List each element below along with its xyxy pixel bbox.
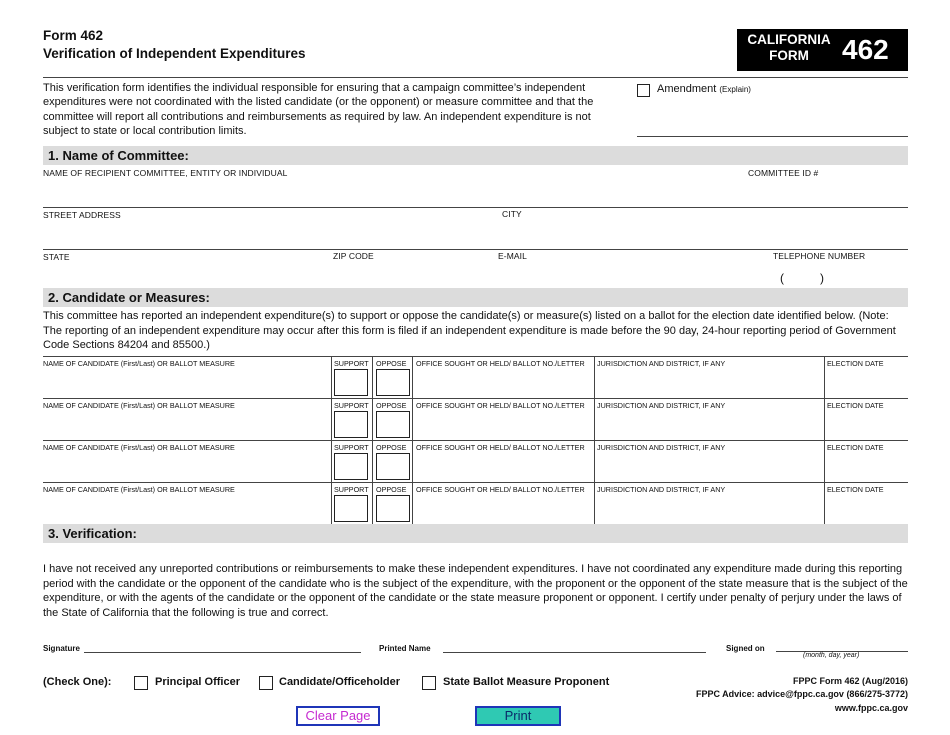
email-label: E-MAIL: [498, 251, 527, 261]
amendment-label: [657, 83, 751, 95]
print-button[interactable]: Print: [475, 706, 561, 726]
form-number: Form 462: [43, 28, 104, 43]
row-top-border: [43, 398, 908, 399]
fppc-advice: FPPC Advice: advice@fppc.ca.gov (866/275-3772): [695, 689, 908, 699]
candidate-officeholder-label: Candidate/Officeholder: [279, 676, 401, 688]
column-divider: [331, 440, 332, 482]
section-2-text: This committee has reported an independent expenditure(s) to support or oppose the candidate(s) or measure(s) listed on a ballot for the election date identified below. (Note: The reporting of an independent expenditure may occur after this form is filed if an independent expenditure is made before the 90 day, 24-hour reporting period of Government Code Sections 84204 and 85500.): [43, 310, 896, 352]
signature-line[interactable]: [84, 652, 361, 653]
column-divider: [372, 440, 373, 482]
header-divider: [43, 77, 908, 78]
committee-id-label: COMMITTEE ID #: [748, 168, 819, 178]
street-address-field[interactable]: [43, 249, 908, 250]
column-divider: [372, 482, 373, 524]
zip-code-label: ZIP CODE: [333, 251, 374, 261]
section-1-title: 1. Name of Committee:: [48, 148, 189, 163]
column-divider: [331, 482, 332, 524]
oppose-label: OPPOSE: [376, 443, 407, 452]
printed-name-line[interactable]: [443, 652, 706, 653]
verification-text: I have not received any unreported contributions or reimbursements to make these independent expenditures. I have not coordinated any expenditure made during this reporting period with the candidate or the opponent of the candidate who is the subject of the expenditure, with the proponent or the opponent of the state measure that is the subject of the expenditure, or with the agents of the candidate or the opponent of the candidate or the state measure proponent or opponent. I certify under penalty of perjury under the laws of the State of California that the following is true and correct.: [43, 563, 908, 619]
column-divider: [412, 440, 413, 482]
column-divider: [412, 482, 413, 524]
column-divider: [331, 356, 332, 398]
support-checkbox[interactable]: [334, 495, 368, 522]
support-checkbox[interactable]: [334, 369, 368, 396]
check-one-label: (Check One):: [43, 676, 112, 688]
printed-name-label: Printed Name: [379, 644, 431, 653]
form-header: [43, 27, 306, 63]
candidate-name-label: NAME OF CANDIDATE (First/Last) OR BALLOT MEASURE: [43, 401, 235, 410]
section-3-header: [43, 524, 908, 543]
section-2-title: 2. Candidate or Measures:: [48, 290, 210, 305]
oppose-label: OPPOSE: [376, 485, 407, 494]
row-top-border: [43, 482, 908, 483]
principal-officer-checkbox[interactable]: [134, 676, 148, 690]
column-divider: [372, 398, 373, 440]
city-label: CITY: [502, 209, 522, 219]
ballot-measure-proponent-label: State Ballot Measure Proponent: [443, 676, 610, 688]
election-date-label: ELECTION DATE: [827, 401, 884, 410]
amendment-explain-line[interactable]: [637, 136, 908, 137]
oppose-label: OPPOSE: [376, 401, 407, 410]
form-version: FPPC Form 462 (Aug/2016): [792, 676, 908, 686]
oppose-checkbox[interactable]: [376, 369, 410, 396]
phone-open-paren: (: [780, 271, 784, 285]
signature-label: Signature: [43, 644, 80, 653]
badge-label: [741, 32, 837, 64]
section-3-title: 3. Verification:: [48, 526, 137, 541]
section-1-header: [43, 146, 908, 165]
amendment-text: Amendment: [657, 83, 717, 95]
election-date-label: ELECTION DATE: [827, 485, 884, 494]
street-address-label: STREET ADDRESS: [43, 210, 121, 220]
column-divider: [594, 482, 595, 524]
oppose-label: OPPOSE: [376, 359, 407, 368]
phone-close-paren: ): [820, 271, 824, 285]
committee-name-label: NAME OF RECIPIENT COMMITTEE, ENTITY OR INDIVIDUAL: [43, 168, 288, 178]
intro-text: This verification form identifies the individual responsible for ensuring that a campaign committee’s independent expenditures were not coordinated with the listed candidate (or the opponent) or measure committee and that the committee will report all contributions and reimbursements as required by law. An independent expenditure is not subject to state or local contribution limits.: [43, 82, 594, 137]
candidate-name-label: NAME OF CANDIDATE (First/Last) OR BALLOT MEASURE: [43, 443, 235, 452]
signed-on-label: Signed on: [726, 644, 765, 653]
office-sought-label: OFFICE SOUGHT OR HELD/ BALLOT NO./LETTER: [416, 359, 585, 368]
election-date-label: ELECTION DATE: [827, 359, 884, 368]
column-divider: [412, 398, 413, 440]
support-label: SUPPORT: [334, 359, 369, 368]
california-form-badge: [737, 29, 908, 71]
office-sought-label: OFFICE SOUGHT OR HELD/ BALLOT NO./LETTER: [416, 443, 585, 452]
election-date-label: ELECTION DATE: [827, 443, 884, 452]
column-divider: [594, 356, 595, 398]
column-divider: [372, 356, 373, 398]
row-top-border: [43, 356, 908, 357]
oppose-checkbox[interactable]: [376, 411, 410, 438]
principal-officer-label: Principal Officer: [155, 676, 240, 688]
clear-page-button[interactable]: Clear Page: [296, 706, 380, 726]
date-hint: (month, day, year): [803, 652, 860, 659]
jurisdiction-label: JURISDICTION AND DISTRICT, IF ANY: [597, 443, 726, 452]
badge-line-2: FORM: [769, 48, 809, 63]
office-sought-label: OFFICE SOUGHT OR HELD/ BALLOT NO./LETTER: [416, 485, 585, 494]
column-divider: [412, 356, 413, 398]
jurisdiction-label: JURISDICTION AND DISTRICT, IF ANY: [597, 485, 726, 494]
jurisdiction-label: JURISDICTION AND DISTRICT, IF ANY: [597, 359, 726, 368]
jurisdiction-label: JURISDICTION AND DISTRICT, IF ANY: [597, 401, 726, 410]
amendment-note: (Explain): [719, 85, 751, 94]
support-checkbox[interactable]: [334, 411, 368, 438]
oppose-checkbox[interactable]: [376, 495, 410, 522]
oppose-checkbox[interactable]: [376, 453, 410, 480]
column-divider: [331, 398, 332, 440]
form-title: Verification of Independent Expenditures: [43, 46, 306, 61]
fppc-website: www.fppc.ca.gov: [834, 703, 908, 713]
amendment-checkbox[interactable]: [637, 84, 650, 97]
state-label: STATE: [43, 252, 70, 262]
support-label: SUPPORT: [334, 443, 369, 452]
column-divider: [594, 440, 595, 482]
badge-line-1: CALIFORNIA: [747, 32, 831, 47]
candidate-name-label: NAME OF CANDIDATE (First/Last) OR BALLOT MEASURE: [43, 485, 235, 494]
column-divider: [824, 356, 825, 398]
column-divider: [824, 440, 825, 482]
column-divider: [594, 398, 595, 440]
ballot-measure-proponent-checkbox[interactable]: [422, 676, 436, 690]
column-divider: [824, 482, 825, 524]
candidate-name-label: NAME OF CANDIDATE (First/Last) OR BALLOT MEASURE: [43, 359, 235, 368]
office-sought-label: OFFICE SOUGHT OR HELD/ BALLOT NO./LETTER: [416, 401, 585, 410]
section-2-header: [43, 288, 908, 307]
candidate-officeholder-checkbox[interactable]: [259, 676, 273, 690]
support-label: SUPPORT: [334, 485, 369, 494]
row-top-border: [43, 440, 908, 441]
telephone-label: TELEPHONE NUMBER: [773, 251, 866, 261]
support-checkbox[interactable]: [334, 453, 368, 480]
badge-number: 462: [842, 34, 889, 65]
support-label: SUPPORT: [334, 401, 369, 410]
committee-name-field[interactable]: [43, 207, 908, 208]
column-divider: [824, 398, 825, 440]
